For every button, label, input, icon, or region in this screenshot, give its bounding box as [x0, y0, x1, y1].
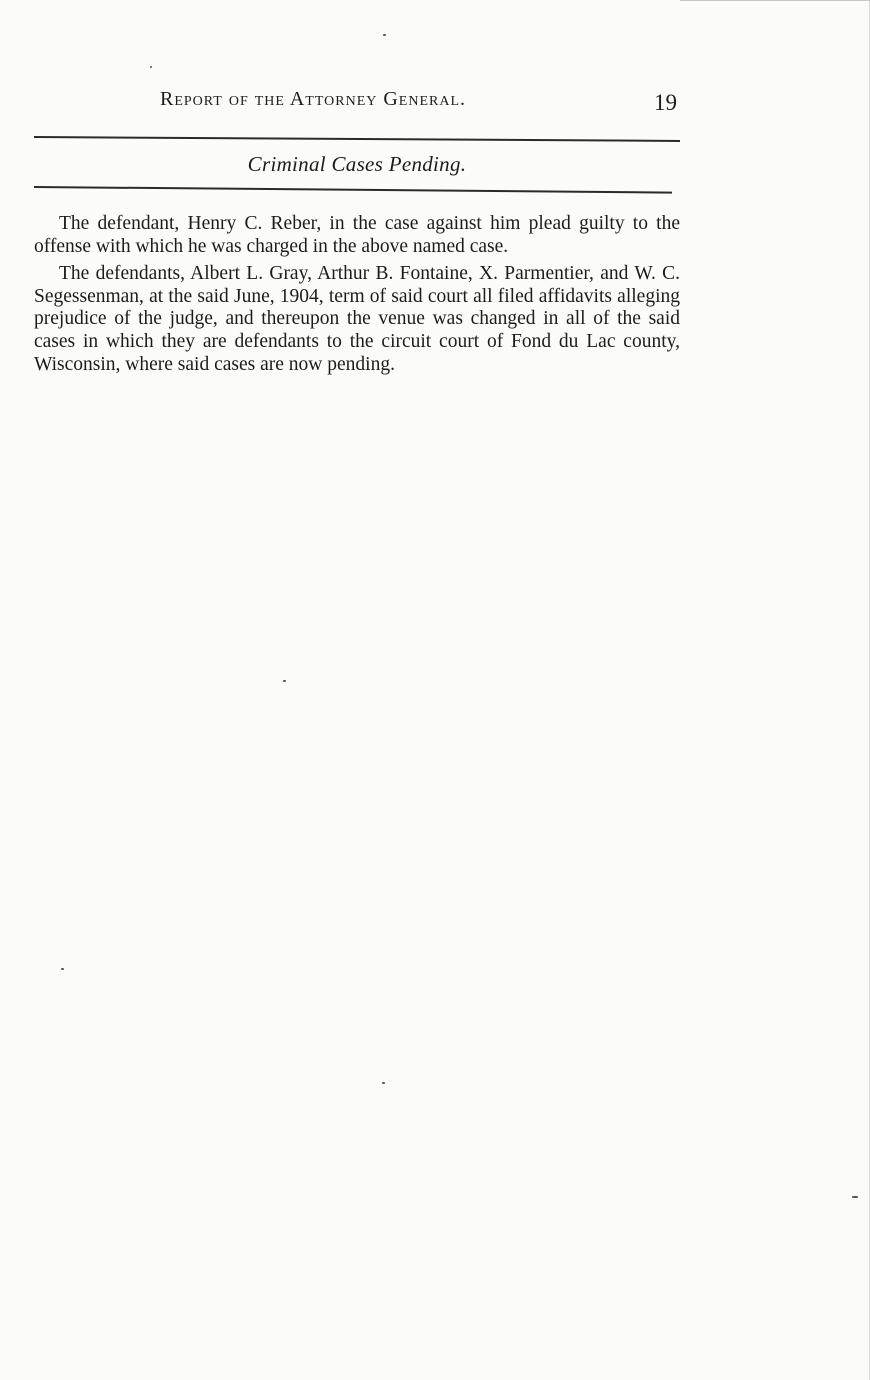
page-number: 19 — [654, 90, 677, 115]
scan-speck — [383, 34, 386, 36]
running-head: Report of the Attorney General. — [160, 88, 467, 110]
scan-speck — [61, 968, 64, 970]
page-edge-top — [680, 0, 870, 1]
paragraph: The defendant, Henry C. Reber, in the case against him plead guilty to the offense with which he was charged in the above named case. — [34, 213, 680, 257]
body-text — [34, 213, 680, 381]
scan-speck — [283, 680, 286, 682]
header-rule-bottom — [34, 186, 672, 194]
header-rule-top — [34, 136, 680, 142]
scan-speck — [150, 66, 152, 68]
scan-speck — [382, 1082, 385, 1084]
section-title: Criminal Cases Pending. — [247, 152, 467, 176]
paragraph: The defendants, Albert L. Gray, Arthur B. Fontaine, X. Parmentier, and W. C. Segessenman, at the said June, 1904, term of said court all filed affidavits alleging prejudice of the judge, and thereupon the venue was changed in all of the said cases in which they are defendants to the circuit court of Fond du Lac county, Wisconsin, where said cases are now pending. — [34, 263, 680, 375]
scan-speck — [852, 1196, 858, 1198]
